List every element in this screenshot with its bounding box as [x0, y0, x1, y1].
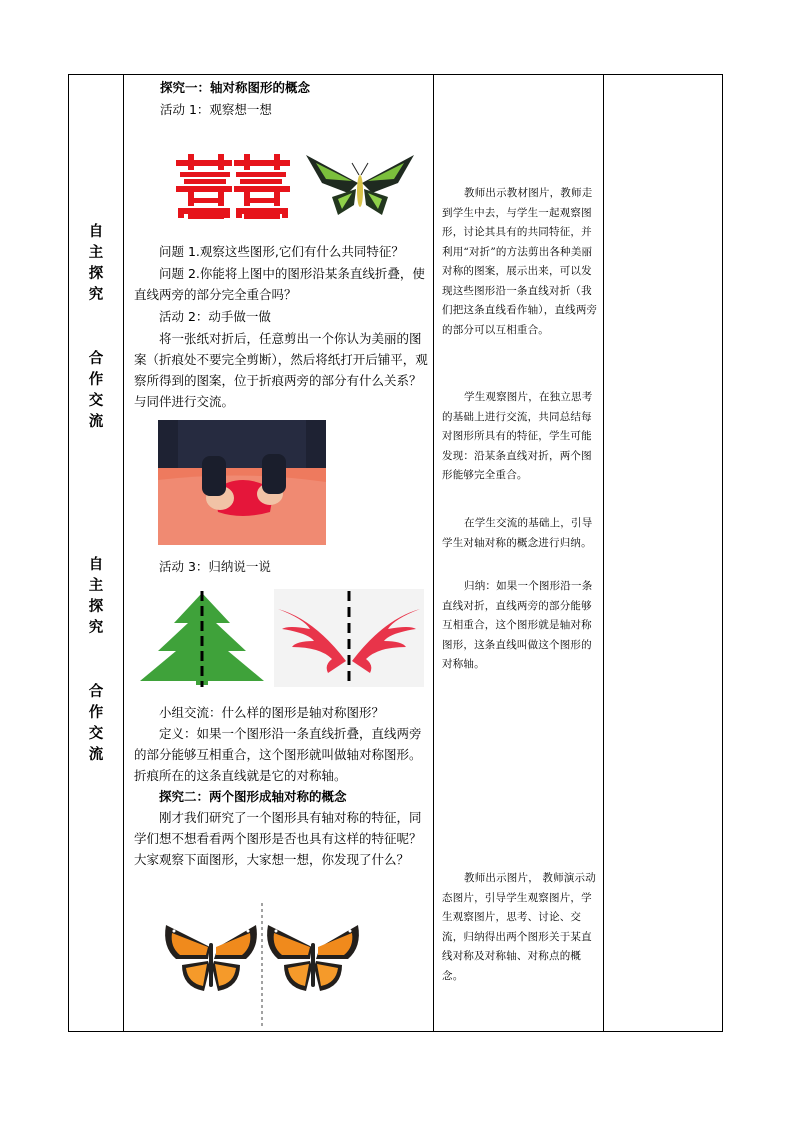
stage-label-explore: 自 主 探 究 — [88, 223, 104, 303]
activity-column — [439, 75, 599, 1031]
definition-text: 定义：如果一个图形沿一条直线折叠，直线两旁的部分能够互相重合，这个图形就叫做轴对称图形。折痕所在的这条直线就是它的对称轴。 — [134, 726, 422, 783]
column-divider — [603, 75, 604, 1031]
tree-image — [138, 589, 266, 687]
heading-explore-2: 探究二：两个图形成轴对称的概念 — [159, 789, 347, 804]
intro-explore-2: 刚才我们研究了一个图形具有轴对称的特征，同学们想不想看看两个图形是否也具有这样的特征呢？大家观察下面图形，大家想一想，你发现了什么？ — [134, 810, 422, 867]
butterfly-pair-image — [162, 903, 362, 1027]
activity-1-title: 活动 1：观察想一想 — [160, 102, 272, 117]
teacher-activity-2: 在学生交流的基础上，引导学生对轴对称的概念进行归纳。 — [442, 517, 593, 549]
stage-column — [69, 75, 123, 1031]
stage-label-cooperate-2: 合 作 交 流 — [88, 683, 104, 763]
activity-2-title: 活动 2：动手做一做 — [159, 309, 271, 324]
teacher-activity-1: 教师出示教材图片，教师走到学生中去，与学生一起观察图形，讨论其具有的共同特征，并利用“对折”的方法剪出各种美丽对称的图案，展示出来，可以发现这些图形沿一条直线对折（我们把这条直线看作轴），直线两旁的部分可以互相重合。 — [442, 187, 598, 336]
paper-folding-photo — [158, 420, 326, 545]
wings-image — [274, 589, 424, 687]
activity-3-title: 活动 3：归纳说一说 — [159, 559, 271, 574]
column-divider — [433, 75, 434, 1031]
heading-explore-1: 探究一：轴对称图形的概念 — [160, 80, 311, 95]
lesson-table — [68, 74, 723, 1032]
question-2: 问题 2.你能将上图中的图形沿某条直线折叠，使直线两旁的部分完全重合吗？ — [134, 266, 425, 302]
teacher-activity-3: 教师出示图片， 教师演示动态图片，引导学生观察图片，学生观察图片，思考、讨论、交流，归纳得出两个图形关于某直线对称及对称轴、对称点的概念。 — [442, 872, 596, 982]
stage-label-explore-2: 自 主 探 究 — [88, 556, 104, 636]
summary-text: 归纳：如果一个图形沿一条直线对折，直线两旁的部分能够互相重合，这个图形就是轴对称图形，这条直线叫做这个图形的对称轴。 — [442, 580, 593, 670]
question-1: 问题 1.观察这些图形,它们有什么共同特征？ — [159, 244, 404, 259]
group-discussion: 小组交流：什么样的图形是轴对称图形？ — [159, 705, 385, 720]
green-butterfly-image — [302, 153, 418, 219]
double-happiness-image — [174, 152, 292, 220]
content-column — [124, 75, 432, 1031]
stage-label-cooperate: 合 作 交 流 — [88, 350, 104, 430]
student-activity-1: 学生观察图片，在独立思考的基础上进行交流，共同总结每对图形所具有的特征，学生可能发现：沿某条直线对折，两个图形能够完全重合。 — [442, 391, 593, 481]
paper-cutting-task: 将一张纸对折后，任意剪出一个你认为美丽的图案（折痕处不要完全剪断），然后将纸打开后铺平，观察所得到的图案，位于折痕两旁的部分有什么关系？与同伴进行交流。 — [134, 331, 428, 409]
